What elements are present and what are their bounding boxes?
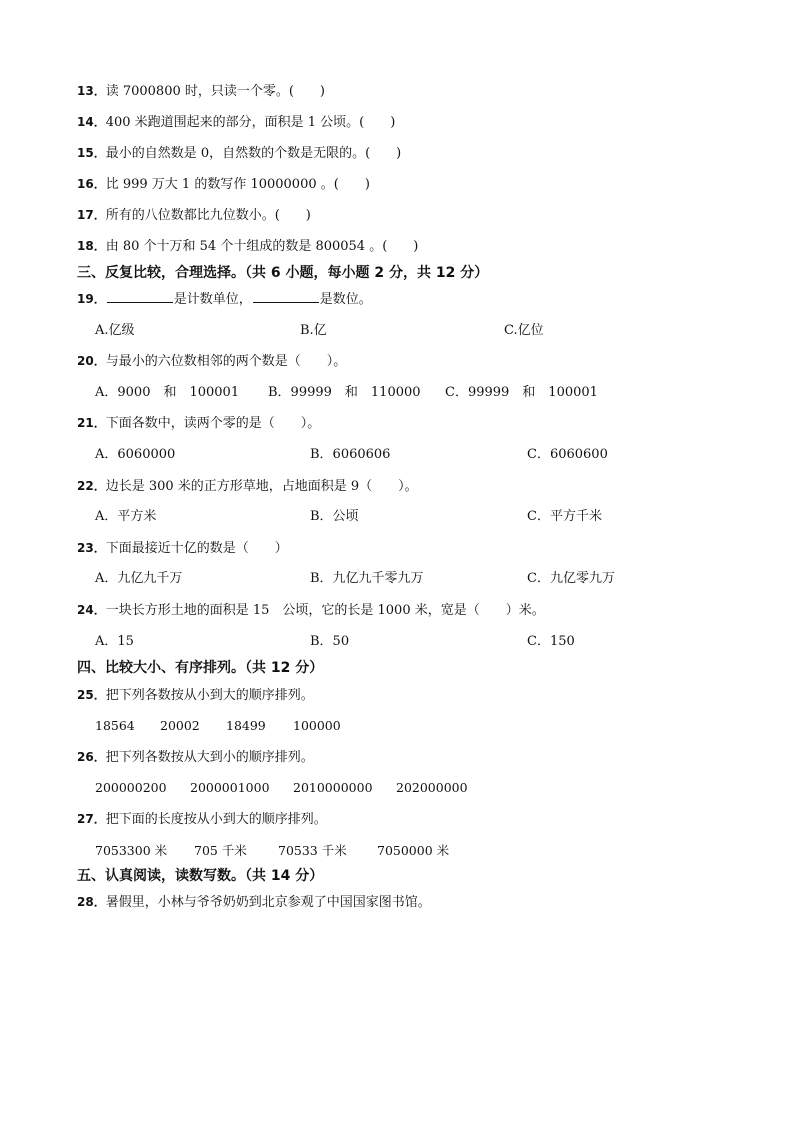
question-number: 19． xyxy=(77,292,106,306)
question-text: 最小的自然数是 0，自然数的个数是无限的。( ) xyxy=(105,146,402,161)
question-number: 18． xyxy=(77,239,106,253)
section-3-heading: 三、反复比较，合理选择。（共 6 小题，每小题 2 分，共 12 分） xyxy=(77,265,489,281)
question-number: 23． xyxy=(77,541,106,555)
length-item: 7053300 米 xyxy=(95,843,168,858)
number-item: 20002 xyxy=(160,718,200,733)
question-number: 15． xyxy=(77,146,106,160)
option-a: A．6060000 xyxy=(95,447,176,462)
question-text: 比 999 万大 1 的数写作 10000000 。( ) xyxy=(105,177,370,192)
option-a: A．九亿九千万 xyxy=(95,571,183,586)
question-text-part1: 是计数单位， xyxy=(173,292,252,307)
question-16 xyxy=(77,175,370,194)
question-text: 把下列各数按从大到小的顺序排列。 xyxy=(105,750,314,765)
question-text: 边长是 300 米的正方形草地，占地面积是 9（ ）。 xyxy=(105,479,418,494)
question-text: 暑假里，小林与爷爷奶奶到北京参观了中国国家图书馆。 xyxy=(105,895,431,910)
question-number: 14． xyxy=(77,115,106,129)
question-25 xyxy=(77,686,314,705)
question-18 xyxy=(77,237,418,256)
question-text: 由 80 个十万和 54 个十组成的数是 800054 。( ) xyxy=(105,239,419,254)
question-text-part2: 是数位。 xyxy=(319,292,372,307)
length-item: 7050000 米 xyxy=(377,843,450,858)
question-14 xyxy=(77,113,395,132)
answer-blank[interactable] xyxy=(107,290,173,303)
option-b: B．50 xyxy=(310,634,350,649)
number-item: 2000001000 xyxy=(190,780,270,795)
number-item: 100000 xyxy=(293,718,341,733)
question-number: 17． xyxy=(77,208,106,222)
question-text: 把下列各数按从小到大的顺序排列。 xyxy=(105,688,314,703)
option-c: C．99999 和 100001 xyxy=(445,385,598,400)
question-number: 28． xyxy=(77,895,106,909)
length-item: 70533 千米 xyxy=(278,843,347,858)
question-27 xyxy=(77,810,327,829)
option-b: B．99999 和 110000 xyxy=(268,385,421,400)
option-b: B．公顷 xyxy=(310,509,359,524)
question-text: 所有的八位数都比九位数小。( ) xyxy=(105,208,311,223)
number-item: 200000200 xyxy=(95,780,167,795)
option-b: B.亿 xyxy=(300,323,327,338)
option-a: A．9000 和 100001 xyxy=(95,385,240,400)
question-21 xyxy=(77,414,320,433)
question-24 xyxy=(77,601,545,620)
question-text: 下面各数中，读两个零的是（ ）。 xyxy=(105,416,321,431)
question-number: 26． xyxy=(77,750,106,764)
option-a: A．15 xyxy=(95,634,134,649)
question-number: 27． xyxy=(77,812,106,826)
number-item: 2010000000 xyxy=(293,780,373,795)
question-23 xyxy=(77,539,288,558)
question-number: 20． xyxy=(77,354,106,368)
question-19 xyxy=(77,290,372,309)
option-c: C．九亿零九万 xyxy=(527,571,615,586)
question-13 xyxy=(77,82,325,101)
question-28 xyxy=(77,893,431,912)
option-c: C．平方千米 xyxy=(527,509,602,524)
question-text: 400 米跑道围起来的部分，面积是 1 公顷。( ) xyxy=(105,115,396,130)
question-number: 25． xyxy=(77,688,106,702)
option-a: A.亿级 xyxy=(95,323,135,338)
section-4-heading: 四、比较大小、有序排列。（共 12 分） xyxy=(77,660,324,676)
option-b: B．九亿九千零九万 xyxy=(310,571,424,586)
question-17 xyxy=(77,206,311,225)
answer-blank[interactable] xyxy=(253,290,319,303)
question-text: 读 7000800 时，只读一个零。( ) xyxy=(105,84,326,99)
question-text: 与最小的六位数相邻的两个数是（ ）。 xyxy=(105,354,347,369)
question-number: 16． xyxy=(77,177,106,191)
question-15 xyxy=(77,144,401,163)
question-number: 22． xyxy=(77,479,106,493)
option-c: C．6060600 xyxy=(527,447,608,462)
question-text: 下面最接近十亿的数是（ ） xyxy=(105,541,288,556)
option-a: A．平方米 xyxy=(95,509,157,524)
section-5-heading: 五、认真阅读，读数写数。（共 14 分） xyxy=(77,868,324,884)
number-item: 202000000 xyxy=(396,780,468,795)
question-20 xyxy=(77,352,346,371)
question-number: 21． xyxy=(77,416,106,430)
question-text: 把下面的长度按从小到大的顺序排列。 xyxy=(105,812,327,827)
number-item: 18499 xyxy=(226,718,266,733)
question-number: 13． xyxy=(77,84,106,98)
question-22 xyxy=(77,477,418,496)
question-26 xyxy=(77,748,314,767)
option-b: B．6060606 xyxy=(310,447,391,462)
question-number: 24． xyxy=(77,603,106,617)
question-text: 一块长方形土地的面积是 15 公顷，它的长是 1000 米，宽是（ ）米。 xyxy=(105,603,545,618)
number-item: 18564 xyxy=(95,718,135,733)
option-c: C.亿位 xyxy=(504,323,544,338)
option-c: C．150 xyxy=(527,634,575,649)
length-item: 705 千米 xyxy=(194,843,247,858)
